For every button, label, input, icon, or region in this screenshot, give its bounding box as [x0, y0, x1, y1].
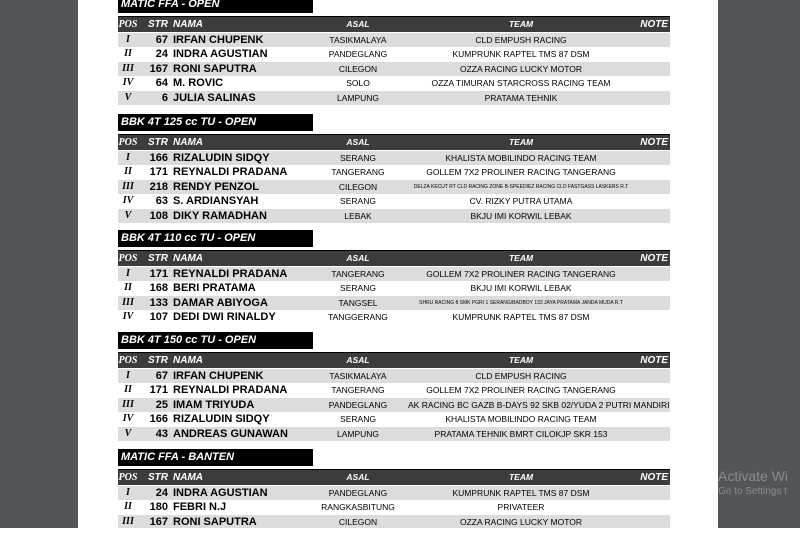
cell-pos: I — [126, 34, 130, 45]
cell-team: PRATAMA TEHNIK BMRT CILOKJP SKR 153 — [434, 428, 608, 439]
cell-asal: PANDEGLANG — [328, 49, 388, 60]
table-row — [118, 33, 670, 47]
cell-str: 133 — [149, 296, 168, 309]
header-note: NOTE — [640, 19, 668, 30]
cell-team: DELZA KECUT RT CLD RACING ZONE B-SPEEDIEZ RACING CLD FASTGASS LASKERS R.T — [413, 183, 629, 190]
header-pos: POS — [118, 472, 138, 483]
cell-str: 67 — [155, 370, 168, 382]
cell-team: GOLLEM 7X2 PROLINER RACING TANGERANG — [426, 269, 616, 279]
cell-nama: REYNALDI PRADANA — [173, 268, 288, 280]
cell-nama: RONI SAPUTRA — [173, 62, 257, 75]
table-row — [118, 515, 670, 528]
cell-team: GOLLEM 7X2 PROLINER RACING TANGERANG — [426, 167, 616, 178]
cell-team: KUMPRUNK RAPTEL TMS 87 DSM — [452, 488, 590, 498]
header-asal: ASAL — [346, 137, 370, 147]
cell-str: 64 — [155, 77, 168, 90]
cell-asal: SERANG — [340, 153, 376, 163]
header-str: STR — [148, 355, 168, 366]
header-note: NOTE — [640, 472, 668, 483]
cell-nama: BERI PRATAMA — [173, 282, 256, 295]
cell-str: 167 — [149, 62, 168, 75]
cell-team: OZZA RACING LUCKY MOTOR — [459, 63, 582, 74]
cell-nama: ANDREAS GUNAWAN — [173, 427, 288, 440]
cell-team: KHALISTA MOBILINDO RACING TEAM — [445, 414, 597, 425]
cell-team: SHRU RACING ft SMK PGRI 1 SERANG/BADBOY 133 JAYA PRATAMA JANDA MUDA R.T — [419, 299, 623, 306]
cell-asal: SOLO — [346, 78, 370, 89]
cell-team: CLD EMPUSH RACING — [475, 371, 567, 381]
cell-str: 171 — [149, 384, 168, 397]
table-row — [118, 62, 670, 76]
cell-pos: IV — [122, 311, 134, 323]
header-str: STR — [148, 19, 168, 30]
cell-str: 218 — [149, 180, 168, 193]
cell-pos: V — [124, 427, 132, 439]
activate-windows-watermark — [718, 468, 788, 497]
cell-pos: III — [122, 398, 134, 410]
table-header — [118, 469, 670, 485]
table-row — [118, 209, 670, 223]
cell-nama: RONI SAPUTRA — [173, 515, 257, 528]
cell-nama: RENDY PENZOL — [173, 180, 259, 193]
table-row — [118, 369, 670, 383]
cell-asal: TANGSEL — [338, 297, 378, 308]
cell-asal: CILEGON — [338, 516, 378, 527]
cell-asal: SERANG — [340, 196, 376, 207]
cell-asal: TANGERANG — [331, 167, 385, 178]
cell-nama: RIZALUDIN SIDQY — [173, 152, 270, 164]
cell-pos: III — [122, 515, 134, 527]
cell-nama: INDRA AGUSTIAN — [173, 48, 268, 61]
cell-asal: CILEGON — [338, 63, 378, 74]
cell-pos: I — [126, 268, 130, 279]
cell-team: PRATAMA TEHNIK — [484, 92, 558, 103]
table-row — [118, 180, 670, 194]
cell-team: OZZA TIMURAN STARCROSS RACING TEAM — [431, 78, 611, 89]
cell-str: 167 — [149, 515, 168, 528]
cell-str: 43 — [155, 427, 168, 440]
cell-str: 63 — [155, 195, 168, 208]
header-pos: POS — [118, 355, 138, 366]
cell-asal: SERANG — [340, 414, 376, 425]
cell-str: 166 — [149, 413, 168, 426]
header-nama: NAMA — [173, 253, 203, 264]
cell-pos: I — [126, 152, 130, 163]
table-row — [118, 194, 670, 208]
cell-str: 171 — [149, 268, 168, 280]
header-asal: ASAL — [346, 253, 370, 263]
header-str: STR — [148, 253, 168, 264]
cell-nama: IRFAN CHUPENK — [173, 34, 264, 46]
table-header — [118, 16, 670, 32]
cell-asal: TASIKMALAYA — [329, 371, 387, 381]
cell-pos: III — [122, 296, 134, 308]
table-row — [118, 500, 670, 514]
cell-pos: IV — [122, 195, 134, 207]
cell-team: BKJU IMI KORWIL LEBAK — [470, 283, 572, 294]
table-row — [118, 296, 670, 310]
page-bottom-edge — [0, 528, 800, 533]
section-title: BBK 4T 150 cc TU - OPEN — [118, 332, 313, 349]
cell-asal: TANGERANG — [331, 269, 385, 279]
header-team: TEAM — [508, 355, 534, 365]
table-row — [118, 412, 670, 426]
header-team: TEAM — [508, 472, 534, 482]
cell-pos: II — [124, 384, 132, 396]
cell-team: OZZA RACING LUCKY MOTOR — [459, 516, 582, 527]
table-header — [118, 250, 670, 266]
header-nama: NAMA — [173, 137, 203, 148]
cell-nama: INDRA AGUSTIAN — [173, 487, 268, 499]
cell-nama: DIKY RAMADHAN — [173, 209, 267, 222]
section-title: BBK 4T 125 cc TU - OPEN — [118, 114, 313, 131]
cell-team: BKJU IMI KORWIL LEBAK — [470, 210, 572, 221]
cell-asal: LEBAK — [344, 210, 372, 221]
cell-nama: S. ARDIANSYAH — [173, 195, 259, 208]
cell-str: 107 — [149, 311, 168, 324]
cell-str: 168 — [149, 282, 168, 295]
cell-team: CV. RIZKY PUTRA UTAMA — [469, 196, 573, 207]
cell-asal: RANGKASBITUNG — [321, 502, 395, 513]
cell-team: AK RACING BC GAZB B-DAYS 92 SKB 02/YUDA 2 PUTRI MANDIRI — [408, 399, 670, 410]
cell-asal: TASIKMALAYA — [329, 35, 387, 45]
cell-pos: III — [122, 180, 134, 192]
cell-str: 108 — [149, 209, 168, 222]
header-nama: NAMA — [173, 355, 203, 366]
cell-str: 25 — [155, 398, 168, 411]
cell-pos: I — [126, 370, 130, 381]
cell-asal: LAMPUNG — [336, 428, 380, 439]
header-asal: ASAL — [346, 19, 370, 29]
watermark-line-2: Go to Settings t — [718, 486, 787, 497]
cell-nama: IRFAN CHUPENK — [173, 370, 264, 382]
header-note: NOTE — [640, 355, 668, 366]
watermark-line-1: Activate Wi — [718, 468, 789, 484]
table-row — [118, 267, 670, 281]
cell-pos: IV — [122, 77, 134, 89]
cell-pos: I — [126, 487, 130, 498]
table-row — [118, 383, 670, 397]
table-row — [118, 151, 670, 165]
table-row — [118, 398, 670, 412]
header-team: TEAM — [508, 19, 534, 29]
cell-pos: IV — [122, 413, 134, 425]
section-title: MATIC FFA - OPEN — [118, 0, 313, 13]
cell-str: 180 — [149, 501, 168, 514]
table-header — [118, 352, 670, 368]
cell-pos: II — [124, 282, 132, 294]
cell-nama: REYNALDI PRADANA — [173, 384, 288, 397]
cell-nama: FEBRI N.J — [173, 501, 227, 514]
table-row — [118, 310, 670, 324]
header-team: TEAM — [508, 137, 534, 147]
table-row — [118, 427, 670, 441]
cell-nama: IMAM TRIYUDA — [173, 398, 255, 411]
header-str: STR — [148, 137, 168, 148]
cell-str: 67 — [155, 34, 168, 46]
table-row — [118, 47, 670, 61]
cell-asal: CILEGON — [338, 181, 378, 192]
cell-pos: II — [124, 166, 132, 178]
table-row — [118, 486, 670, 500]
cell-asal: PANDEGLANG — [328, 488, 388, 498]
cell-asal: TANGGERANG — [328, 312, 388, 323]
cell-str: 6 — [161, 91, 168, 104]
cell-nama: DEDI DWI RINALDY — [173, 311, 276, 324]
cell-team: GOLLEM 7X2 PROLINER RACING TANGERANG — [426, 385, 616, 396]
header-str: STR — [148, 472, 168, 483]
header-pos: POS — [118, 19, 138, 30]
cell-pos: V — [124, 91, 132, 103]
table-row — [118, 281, 670, 295]
document-page — [78, 0, 718, 528]
cell-pos: III — [122, 62, 134, 74]
cell-pos: II — [124, 48, 132, 60]
header-team: TEAM — [508, 253, 534, 263]
cell-asal: LAMPUNG — [336, 92, 380, 103]
cell-nama: M. ROVIC — [173, 77, 224, 90]
header-nama: NAMA — [173, 472, 203, 483]
cell-pos: V — [124, 209, 132, 221]
cell-asal: PANDEGLANG — [328, 399, 388, 410]
cell-team: KUMPRUNK RAPTEL TMS 87 DSM — [452, 49, 590, 60]
table-row — [118, 91, 670, 105]
cell-str: 171 — [149, 166, 168, 179]
section-title: MATIC FFA - BANTEN — [118, 449, 313, 466]
cell-nama: DAMAR ABIYOGA — [173, 296, 268, 309]
table-row — [118, 76, 670, 90]
header-nama: NAMA — [173, 19, 203, 30]
section-title: BBK 4T 110 cc TU - OPEN — [118, 230, 313, 247]
cell-nama: REYNALDI PRADANA — [173, 166, 288, 179]
cell-str: 166 — [149, 152, 168, 164]
header-pos: POS — [118, 253, 138, 264]
header-pos: POS — [118, 137, 138, 148]
cell-nama: RIZALUDIN SIDQY — [173, 413, 270, 426]
cell-team: PRIVATEER — [497, 502, 545, 513]
table-header — [118, 134, 670, 150]
cell-team: KHALISTA MOBILINDO RACING TEAM — [445, 153, 597, 163]
cell-asal: SERANG — [340, 283, 376, 294]
cell-pos: II — [124, 501, 132, 513]
table-row — [118, 165, 670, 179]
cell-team: CLD EMPUSH RACING — [475, 35, 567, 45]
cell-str: 24 — [155, 487, 168, 499]
cell-asal: TANGERANG — [331, 385, 385, 396]
header-note: NOTE — [640, 137, 668, 148]
cell-str: 24 — [155, 48, 168, 61]
cell-nama: JULIA SALINAS — [173, 91, 256, 104]
header-note: NOTE — [640, 253, 668, 264]
header-asal: ASAL — [346, 355, 370, 365]
header-asal: ASAL — [346, 472, 370, 482]
cell-team: KUMPRUNK RAPTEL TMS 87 DSM — [452, 312, 590, 323]
